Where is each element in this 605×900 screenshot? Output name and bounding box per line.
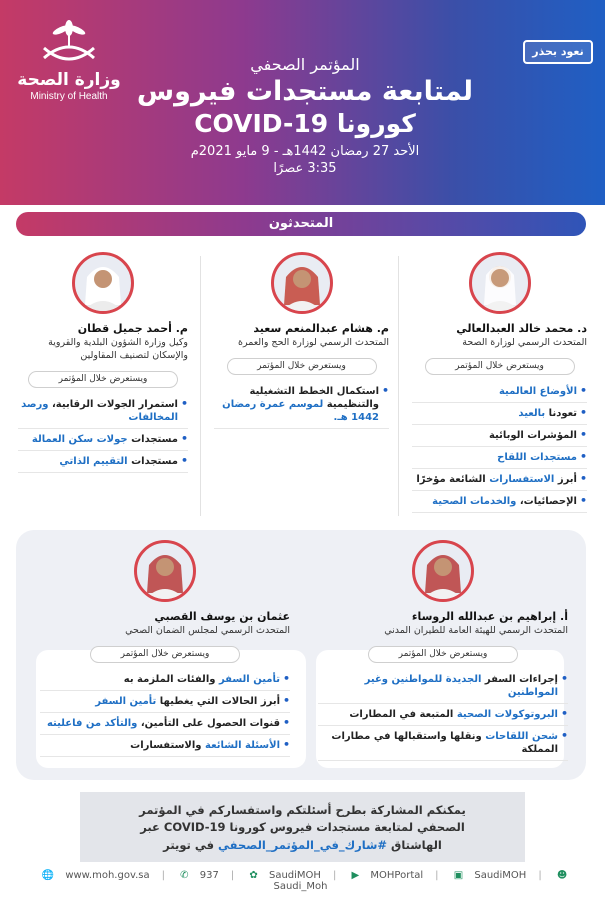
speaker-card	[18, 252, 188, 473]
topic-list	[40, 669, 290, 757]
topic-text: استمرار الجولات الرقابية،	[48, 398, 178, 410]
speaker-name: د. محمد خالد العبدالعالي	[456, 322, 587, 335]
topic-text: المتبعة في المطارات	[349, 708, 457, 720]
speaker-card	[412, 252, 587, 513]
topic-item	[18, 429, 188, 451]
twitter-handle[interactable]: SaudiMOH	[268, 870, 321, 881]
topics-pill: ويستعرض خلال المؤتمر	[425, 358, 575, 375]
topic-highlight: شحن اللقاحات	[485, 730, 558, 742]
conference-title: لمتابعة مستجدات فيروس	[136, 76, 474, 107]
topic-item	[318, 704, 568, 726]
topic-text: تعودنا	[545, 407, 577, 419]
speaker-card	[318, 540, 568, 761]
speaker-avatar	[134, 540, 196, 602]
phone-number[interactable]: 937	[199, 870, 219, 881]
topic-text: والاستفسارات	[130, 739, 205, 751]
topic-text: مستجدات	[127, 433, 178, 445]
share-line-post: في تويتر	[163, 837, 219, 852]
column-divider	[200, 256, 201, 516]
topic-text: قنوات الحصول على التأمين،	[137, 717, 280, 729]
topic-list	[318, 669, 568, 761]
topic-item	[412, 469, 587, 491]
speaker-role: وكيل وزارة الشؤون البلدية والقروية والإسكان لتصنيف المقاولين	[48, 337, 188, 361]
topic-item	[412, 381, 587, 403]
topic-text: المؤشرات الوبائية	[488, 429, 577, 441]
topics-pill: ويستعرض خلال المؤتمر	[90, 646, 240, 663]
topic-item	[40, 735, 290, 757]
person-icon	[137, 543, 193, 599]
topic-item	[18, 451, 188, 473]
hashtag-link[interactable]: #شارك_في_المؤتمر_الصحفي	[218, 837, 388, 852]
person-icon	[415, 543, 471, 599]
speaker-role: المتحدث الرسمي لوزارة الحج والعمرة	[238, 337, 389, 348]
speaker-card	[40, 540, 290, 757]
speaker-name: م. أحمد جميل قطان	[77, 322, 188, 335]
topic-item	[40, 713, 290, 735]
topic-text: أبرز	[554, 473, 577, 485]
campaign-badge: نعود بحذر	[523, 40, 593, 64]
header-banner	[0, 0, 605, 205]
topic-item	[412, 491, 587, 513]
speaker-name: م. هشام عبدالمنعم سعيد	[253, 322, 389, 335]
topic-item	[18, 394, 188, 429]
conference-title-covid: كورونا COVID-19	[194, 109, 416, 138]
footer-item[interactable]	[450, 870, 531, 881]
topic-highlight: والتأكد من فاعليته	[46, 717, 138, 729]
footer-item[interactable]	[38, 870, 154, 881]
topic-highlight: الجديدة للمواطنين وغير المواطنين	[364, 673, 558, 698]
snapchat-icon: ☻	[556, 870, 568, 881]
separator: |	[435, 870, 439, 881]
topic-highlight: البروتوكولات الصحية	[456, 708, 558, 720]
topic-highlight: والخدمات الصحية	[432, 495, 517, 507]
speaker-role: المتحدث الرسمي لوزارة الصحة	[462, 337, 587, 348]
separator: |	[230, 870, 235, 881]
globe-icon: 🌐	[41, 870, 55, 881]
topic-item	[40, 669, 290, 691]
topic-highlight: ورصد المخالفات	[21, 398, 178, 423]
conference-date: الأحد 27 رمضان 1442هـ - 9 مايو 2021م	[190, 144, 420, 159]
person-icon	[75, 255, 131, 311]
instagram-icon: ▣	[453, 870, 464, 881]
topic-list	[214, 381, 389, 429]
phone-icon: ✆	[180, 870, 189, 881]
share-line-pre: الهاشتاق	[387, 837, 442, 852]
person-icon	[472, 255, 528, 311]
topics-pill: ويستعرض خلال المؤتمر	[227, 358, 377, 375]
person-icon	[274, 255, 330, 311]
separator: |	[161, 870, 165, 881]
share-instructions	[80, 792, 525, 862]
topic-item	[214, 381, 389, 429]
topic-text: ونقلها واستقبالها في مطارات المملكة	[331, 730, 558, 755]
speaker-avatar	[412, 540, 474, 602]
topic-highlight: الاستفسارات	[489, 473, 555, 485]
speaker-name: عثمان بن يوسف القصبي	[154, 610, 290, 623]
speakers-heading: المتحدثون	[16, 212, 586, 236]
share-line: يمكنكم المشاركة بطرح أسئلتكم واستفساركم في المؤتمر	[139, 803, 466, 817]
ministry-name-en: Ministry of Health	[30, 91, 108, 102]
topic-item	[412, 403, 587, 425]
speaker-card	[214, 252, 389, 429]
ministry-name-ar: وزارة الصحة	[17, 70, 121, 90]
share-line	[94, 837, 511, 854]
footer-item[interactable]	[348, 870, 428, 881]
topic-text: مستجدات	[127, 455, 178, 467]
topic-item	[412, 425, 587, 447]
title-block	[120, 55, 490, 176]
footer-item[interactable]	[176, 870, 223, 881]
youtube-icon: ▶	[351, 870, 360, 881]
topic-highlight: التقييم الذاتي	[59, 455, 128, 467]
topics-pill: ويستعرض خلال المؤتمر	[368, 646, 518, 663]
instagram-handle[interactable]: SaudiMOH	[474, 870, 527, 881]
separator: |	[538, 870, 542, 881]
topic-text: أبرز الحالات التي يغطيها	[156, 695, 280, 707]
conference-time: 3:35 عصرًا	[273, 161, 337, 176]
topic-text: استكمال الخطط التشغيلية والتنظيمية	[249, 385, 379, 410]
twitter-icon: ✿	[249, 870, 258, 881]
palm-swords-emblem-icon	[34, 18, 104, 64]
speaker-name: أ. إبراهيم بن عبدالله الروساء	[411, 610, 568, 623]
topic-list	[412, 381, 587, 513]
topic-text: إجراءات السفر	[481, 673, 558, 685]
snapchat-handle[interactable]: Saudi_Moh	[273, 881, 328, 892]
website-link[interactable]: www.moh.gov.sa	[65, 870, 150, 881]
topics-pill: ويستعرض خلال المؤتمر	[28, 371, 178, 388]
topic-item	[40, 691, 290, 713]
column-divider	[398, 256, 399, 516]
separator: |	[332, 870, 337, 881]
conference-subtitle: المؤتمر الصحفي	[250, 55, 360, 74]
topic-highlight: مستجدات اللقاح	[497, 451, 577, 463]
topic-item	[318, 669, 568, 704]
topic-text: الشائعة مؤخرًا	[416, 473, 490, 485]
topic-text: والفئات الملزمة به	[123, 673, 219, 685]
speaker-role: المتحدث الرسمي لمجلس الضمان الصحي	[125, 625, 290, 636]
footer-links	[0, 870, 605, 890]
youtube-handle[interactable]: MOHPortal	[370, 870, 424, 881]
footer-item[interactable]	[245, 870, 325, 881]
topic-list	[18, 394, 188, 473]
topic-item	[412, 447, 587, 469]
topic-highlight: جولات سكن العمالة	[31, 433, 128, 445]
topic-highlight: تأمين السفر	[218, 673, 280, 685]
topic-highlight: تأمين السفر	[95, 695, 157, 707]
topic-item	[318, 726, 568, 761]
topic-text: الإحصائيات،	[516, 495, 577, 507]
topic-highlight: بالعيد	[518, 407, 546, 419]
topic-highlight: لموسم عمرة رمضان 1442 هـ.	[222, 398, 379, 423]
speaker-avatar	[469, 252, 531, 314]
speaker-avatar	[271, 252, 333, 314]
speaker-avatar	[72, 252, 134, 314]
speaker-role: المتحدث الرسمي للهيئة العامة للطيران المدني	[384, 625, 568, 636]
topic-highlight: الأوضاع العالمية	[498, 385, 577, 397]
ministry-logo	[14, 18, 124, 102]
share-line: الصحفي لمتابعة مستجدات فيروس كورونا COVID-19 عبر	[140, 820, 465, 835]
topic-highlight: الأسئلة الشائعة	[205, 739, 280, 751]
